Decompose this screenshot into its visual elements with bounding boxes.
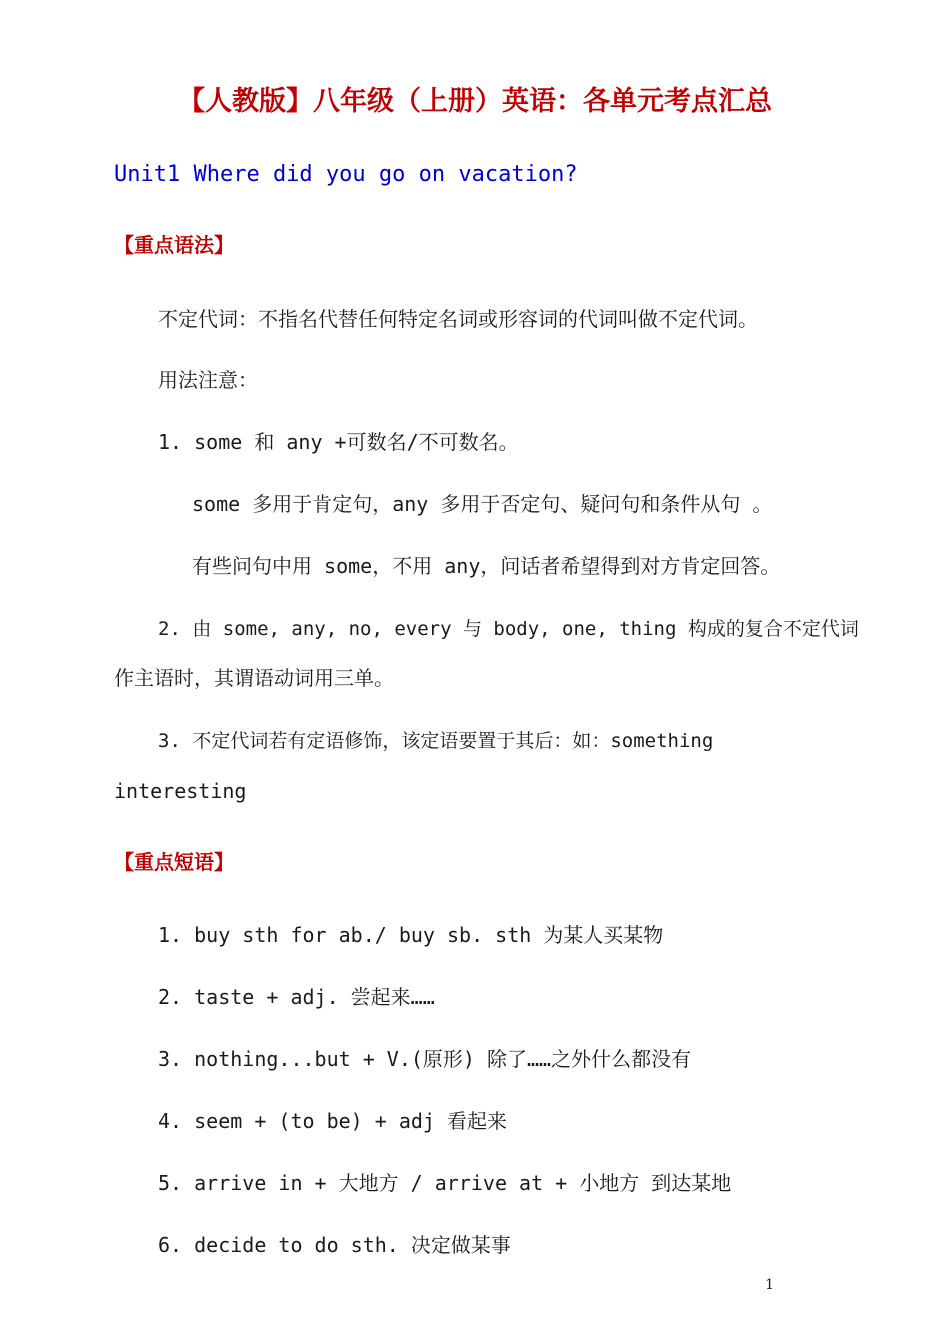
phrase-item: 1. buy sth for ab./ buy sb. sth 为某人买某物	[158, 923, 664, 947]
grammar-point-2-line-1: 2. 由 some, any, no, every 与 body, one, thing 构成的复合不定代词	[158, 618, 859, 640]
grammar-point-1-line-1: some 多用于肯定句，any 多用于否定句、疑问句和条件从句 。	[192, 492, 773, 516]
phrase-item: 3. nothing...but + V.(原形) 除了……之外什么都没有	[158, 1047, 692, 1071]
usage-label: 用法注意：	[158, 368, 258, 392]
phrase-item: 4. seem + (to be) + adj 看起来	[158, 1109, 507, 1133]
phrase-item: 5. arrive in + 大地方 / arrive at + 小地方 到达某地	[158, 1171, 732, 1195]
grammar-point-3-line-2: interesting	[114, 779, 247, 803]
phrase-item: 2. taste + adj. 尝起来……	[158, 985, 435, 1009]
page-number: 1	[765, 1277, 774, 1293]
unit-heading: Unit1 Where did you go on vacation?	[114, 162, 578, 187]
grammar-section-heading: 【重点语法】	[114, 233, 234, 257]
phrases-section-heading: 【重点短语】	[114, 850, 234, 874]
grammar-point-3-line-1: 3. 不定代词若有定语修饰，该定语要置于其后：如：something	[158, 730, 714, 752]
grammar-point-2-line-2: 作主语时，其谓语动词用三单。	[114, 666, 394, 690]
grammar-point-1-title: 1. some 和 any +可数名/不可数名。	[158, 430, 519, 454]
document-title: 【人教版】八年级（上册）英语：各单元考点汇总	[178, 86, 772, 117]
phrase-item: 6. decide to do sth. 决定做某事	[158, 1233, 511, 1257]
grammar-point-1-line-2: 有些问句中用 some，不用 any，问话者希望得到对方肯定回答。	[192, 554, 781, 578]
grammar-definition: 不定代词：不指名代替任何特定名词或形容词的代词叫做不定代词。	[158, 307, 758, 331]
